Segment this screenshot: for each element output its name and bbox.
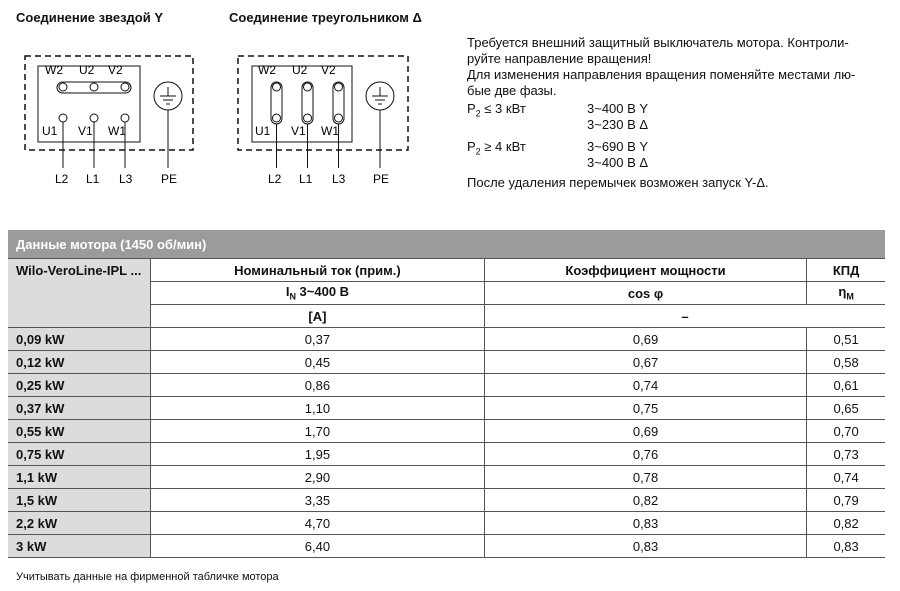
table-cell: 0,83 [484,512,806,535]
lead-label-l3: L3 [332,172,346,186]
column-header-current: Номинальный ток (прим.) [151,259,485,282]
terminal-label-v1: V1 [78,124,93,138]
table-row [8,443,885,466]
row-model-size: 0,12 kW [8,351,151,374]
table-cell: 0,74 [807,466,885,489]
row-model-size: 1,5 kW [8,489,151,512]
table-cell: 0,82 [807,512,885,535]
row-model-size: 0,25 kW [8,374,151,397]
table-cell: 0,79 [807,489,885,512]
table-row [8,397,885,420]
lead-label-l1: L1 [299,172,313,186]
table-cell: 6,40 [151,535,485,558]
table-row [8,374,885,397]
lead-label-pe: PE [373,172,390,186]
delta-diagram-title: Соединение треугольником Δ [229,10,422,25]
row-model-size: 0,55 kW [8,420,151,443]
table-cell: 0,37 [151,328,485,351]
column-header-efficiency: КПД [807,259,885,282]
column-subheader-efficiency: $\eta_M$ [807,282,885,305]
footnote: Учитывать данные на фирменной табличке мотора [16,571,279,583]
info-line-4: бые две фазы. [467,83,557,98]
column-header-power-factor: Коэффициент мощности [484,259,806,282]
terminal-label-u2: U2 [292,63,308,77]
table-cell: 0,70 [807,420,885,443]
table-cell: 1,95 [151,443,485,466]
info-line-5: После удаления перемычек возможен запуск Y-Δ. [467,175,769,190]
lead-label-pe: PE [161,172,178,186]
table-cell: 0,65 [807,397,885,420]
table-cell: 0,61 [807,374,885,397]
voltage-high-star: 3~690 В Y [587,139,649,154]
table-cell: 3,35 [151,489,485,512]
table-cell: 0,51 [807,328,885,351]
table-cell: 0,67 [484,351,806,374]
row-model-size: 3 kW [8,535,151,558]
column-subheader-current: $I_N$ 3~400 В [151,282,485,305]
voltage-high-delta: 3~400 В Δ [587,155,649,170]
table-cell: 0,76 [484,443,806,466]
column-subheader-power-factor: cos φ [484,282,806,305]
terminal-label-w2: W2 [258,63,276,77]
row-model-size: 2,2 kW [8,512,151,535]
table-row [8,420,885,443]
table-cell: 0,82 [484,489,806,512]
column-header-model: Wilo-VeroLine-IPL ... [8,259,151,328]
table-title: Данные мотора (1450 об/мин) [8,230,885,259]
table-cell: 0,69 [484,328,806,351]
table-row [8,351,885,374]
table-cell: 0,74 [484,374,806,397]
power-spec-high: $P_2 \ge 4$ кВт 3~690 В Y 3~400 В Δ [467,139,649,170]
table-row [8,466,885,489]
table-cell: 0,86 [151,374,485,397]
terminal-label-v2: V2 [321,63,336,77]
delta-connection-diagram [210,30,420,190]
terminal-label-u2: U2 [79,63,95,77]
table-cell: 0,78 [484,466,806,489]
terminal-w2 [59,83,67,91]
table-row [8,512,885,535]
terminal-label-w2: W2 [45,63,63,77]
table-row [8,328,885,351]
table-cell: 2,90 [151,466,485,489]
unit-current: [A] [151,305,485,328]
lead-label-l1: L1 [86,172,100,186]
terminal-label-v1: V1 [291,124,306,138]
terminal-label-w1: W1 [108,124,126,138]
table-row [8,489,885,512]
terminal-u2 [90,83,98,91]
row-model-size: 0,09 kW [8,328,151,351]
table-cell: 4,70 [151,512,485,535]
table-cell: 0,83 [484,535,806,558]
info-line-3: Для изменения направления вращения поменяйте местами лю- [467,67,856,82]
terminal-v2 [121,83,129,91]
row-model-size: 1,1 kW [8,466,151,489]
info-text-block [467,35,892,191]
table-cell: 0,45 [151,351,485,374]
info-line-2: руйте направление вращения! [467,51,652,66]
voltage-low-star: 3~400 В Y [587,101,649,116]
star-connection-diagram [0,30,210,190]
row-model-size: 0,75 kW [8,443,151,466]
motor-data-table [8,230,885,558]
info-line-1: Требуется внешний защитный выключатель мотора. Контроли- [467,35,849,50]
terminal-label-w1: W1 [321,124,339,138]
terminal-label-u1: U1 [42,124,58,138]
table-cell: 0,73 [807,443,885,466]
lead-label-l3: L3 [119,172,133,186]
table-cell: 1,10 [151,397,485,420]
terminal-label-v2: V2 [108,63,123,77]
lead-label-l2: L2 [55,172,69,186]
table-row [8,535,885,558]
star-diagram-title: Соединение звездой Y [16,10,164,25]
table-cell: 1,70 [151,420,485,443]
terminal-label-u1: U1 [255,124,271,138]
row-model-size: 0,37 kW [8,397,151,420]
unit-dimensionless: – [484,305,885,328]
terminal-w1 [121,114,129,122]
power-spec-low: $P_2 \le 3$ кВт 3~400 В Y 3~230 В Δ [467,101,649,132]
table-cell: 0,75 [484,397,806,420]
voltage-low-delta: 3~230 В Δ [587,117,649,132]
terminal-u1 [59,114,67,122]
table-cell: 0,58 [807,351,885,374]
table-cell: 0,83 [807,535,885,558]
terminal-v1 [90,114,98,122]
table-cell: 0,69 [484,420,806,443]
lead-label-l2: L2 [268,172,282,186]
